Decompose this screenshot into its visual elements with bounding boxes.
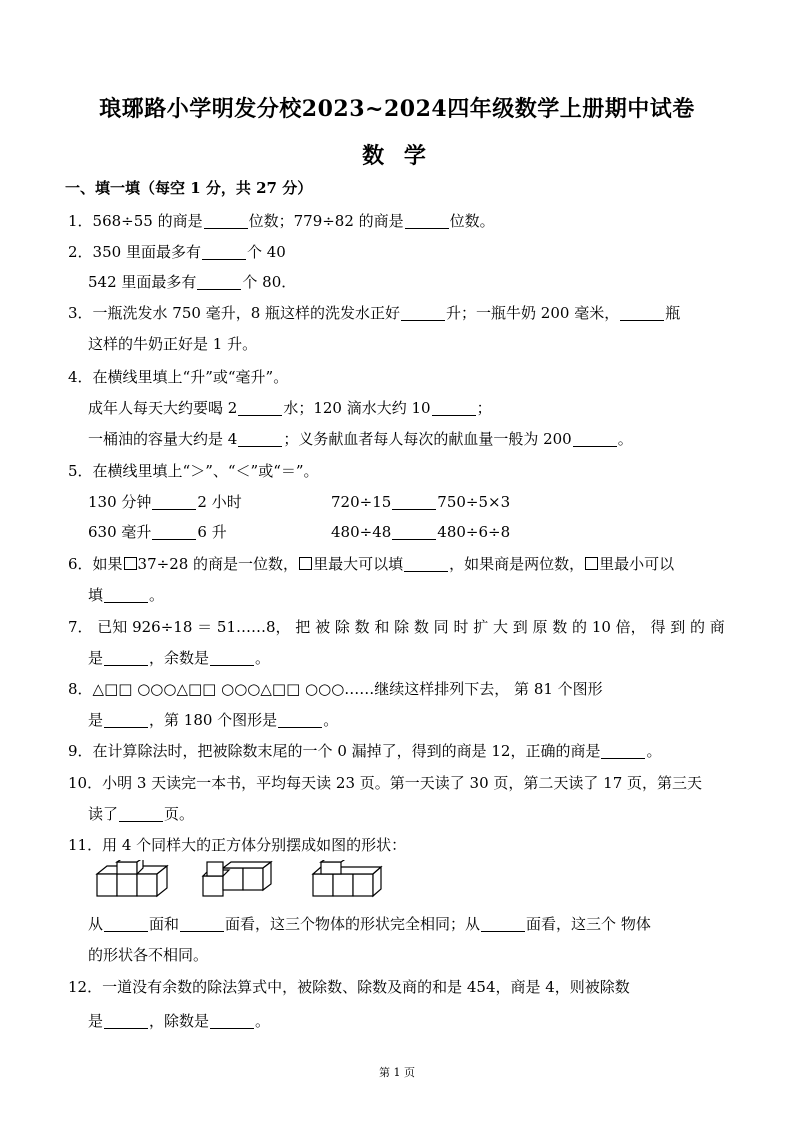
- answer-blank[interactable]: [401, 304, 445, 321]
- question-11-line-3: 的形状各不相同。: [88, 946, 209, 964]
- answer-blank[interactable]: [180, 915, 224, 932]
- answer-blank[interactable]: [573, 430, 617, 447]
- answer-blank[interactable]: [104, 1012, 148, 1029]
- answer-blank[interactable]: [620, 304, 664, 321]
- answer-blank[interactable]: [601, 742, 645, 759]
- exam-subject: 数 学: [362, 143, 432, 169]
- question-11-line-1: 11．用 4 个同样大的正方体分别摆成如图的形状：: [68, 836, 407, 854]
- question-5-row-1: 130 分钟 2 小时 720÷15 750÷5×3: [88, 493, 511, 511]
- answer-blank[interactable]: [197, 273, 241, 290]
- square-box-icon: [124, 557, 137, 570]
- answer-blank[interactable]: [481, 915, 525, 932]
- question-8-line-2: 是 ，第 180 个图形是 。: [88, 711, 339, 729]
- answer-blank[interactable]: [210, 649, 254, 666]
- answer-blank[interactable]: [238, 430, 282, 447]
- question-12-line-1: 12．一道没有余数的除法算式中，被除数、除数及商的和是 454，商是 4，则被除数: [68, 978, 630, 996]
- answer-blank[interactable]: [104, 915, 148, 932]
- question-10-line-2: 读了 页。: [88, 805, 195, 823]
- question-9: 9．在计算除法时，把被除数末尾的一个 0 漏掉了，得到的商是 12，正确的商是 。: [68, 742, 662, 760]
- answer-blank[interactable]: [238, 399, 282, 416]
- question-6-line-2: 填 。: [88, 586, 165, 604]
- question-4-line-2: 成年人每天大约要喝 2 水；120 滴水大约 10 ；: [88, 399, 492, 417]
- answer-blank[interactable]: [104, 649, 148, 666]
- answer-blank[interactable]: [204, 212, 248, 229]
- cube-figures: [95, 860, 395, 905]
- question-11-line-2: 从 面和 面看，这三个物体的形状完全相同；从 面看，这三个 物体: [88, 915, 651, 933]
- question-2-line-2: 542 里面最多有 个 80．: [88, 273, 297, 291]
- answer-blank[interactable]: [210, 1012, 254, 1029]
- question-1: 1．568÷55 的商是 位数；779÷82 的商是 位数。: [68, 212, 495, 230]
- answer-blank[interactable]: [202, 243, 246, 260]
- question-10-line-1: 10．小明 3 天读完一本书，平均每天读 23 页。第一天读了 30 页，第二天读了 17 页，第三天: [68, 774, 703, 792]
- question-7-line-2: 是 ，余数是 。: [88, 649, 271, 667]
- question-6-line-1: 6．如果 37÷28 的商是一位数， 里最大可以填 ，如果商是两位数， 里最小可以: [68, 555, 675, 573]
- question-2-line-1: 2．350 里面最多有 个 40: [68, 243, 286, 261]
- section-heading: 一、填一填（每空 1 分，共 27 分）: [65, 179, 313, 197]
- answer-blank[interactable]: [432, 399, 476, 416]
- answer-blank[interactable]: [104, 711, 148, 728]
- answer-blank[interactable]: [152, 493, 196, 510]
- question-12-line-2: 是 ，除数是 。: [88, 1012, 271, 1030]
- answer-blank[interactable]: [404, 555, 448, 572]
- square-box-icon: [585, 557, 598, 570]
- answer-blank[interactable]: [392, 493, 436, 510]
- question-8-line-1: 8．△□□ ○○○△□□ ○○○△□□ ○○○……继续这样排列下去， 第 81 个图形: [68, 680, 603, 698]
- answer-blank[interactable]: [392, 523, 436, 540]
- question-3-line-2: 这样的牛奶正好是 1 升。: [88, 335, 258, 353]
- answer-blank[interactable]: [278, 711, 322, 728]
- square-box-icon: [299, 557, 312, 570]
- question-7-line-1: 7． 已知 926÷18 ＝ 51……8， 把 被 除 数 和 除 数 同 时 扩 大 到 原 数 的 10 倍， 得 到 的 商: [68, 618, 725, 636]
- question-5-line-1: 5．在横线里填上“＞”、“＜”或“＝”。: [68, 462, 319, 480]
- answer-blank[interactable]: [405, 212, 449, 229]
- answer-blank[interactable]: [152, 523, 196, 540]
- page-number: 第 1 页: [379, 1066, 415, 1079]
- question-3-line-1: 3．一瓶洗发水 750 毫升，8 瓶这样的洗发水正好 升；一瓶牛奶 200 毫米， 瓶: [68, 304, 681, 322]
- answer-blank[interactable]: [119, 805, 163, 822]
- exam-title: 琅琊路小学明发分校2023~2024四年级数学上册期中试卷: [99, 96, 695, 122]
- question-5-row-2: 630 毫升 6 升 480÷48 480÷6÷8: [88, 523, 511, 541]
- question-4-line-3: 一桶油的容量大约是 4 ；义务献血者每人每次的献血量一般为 200 。: [88, 430, 633, 448]
- answer-blank[interactable]: [104, 586, 148, 603]
- cube-arrangements-icon: [95, 860, 395, 905]
- question-4-line-1: 4．在横线里填上“升”或“毫升”。: [68, 368, 289, 386]
